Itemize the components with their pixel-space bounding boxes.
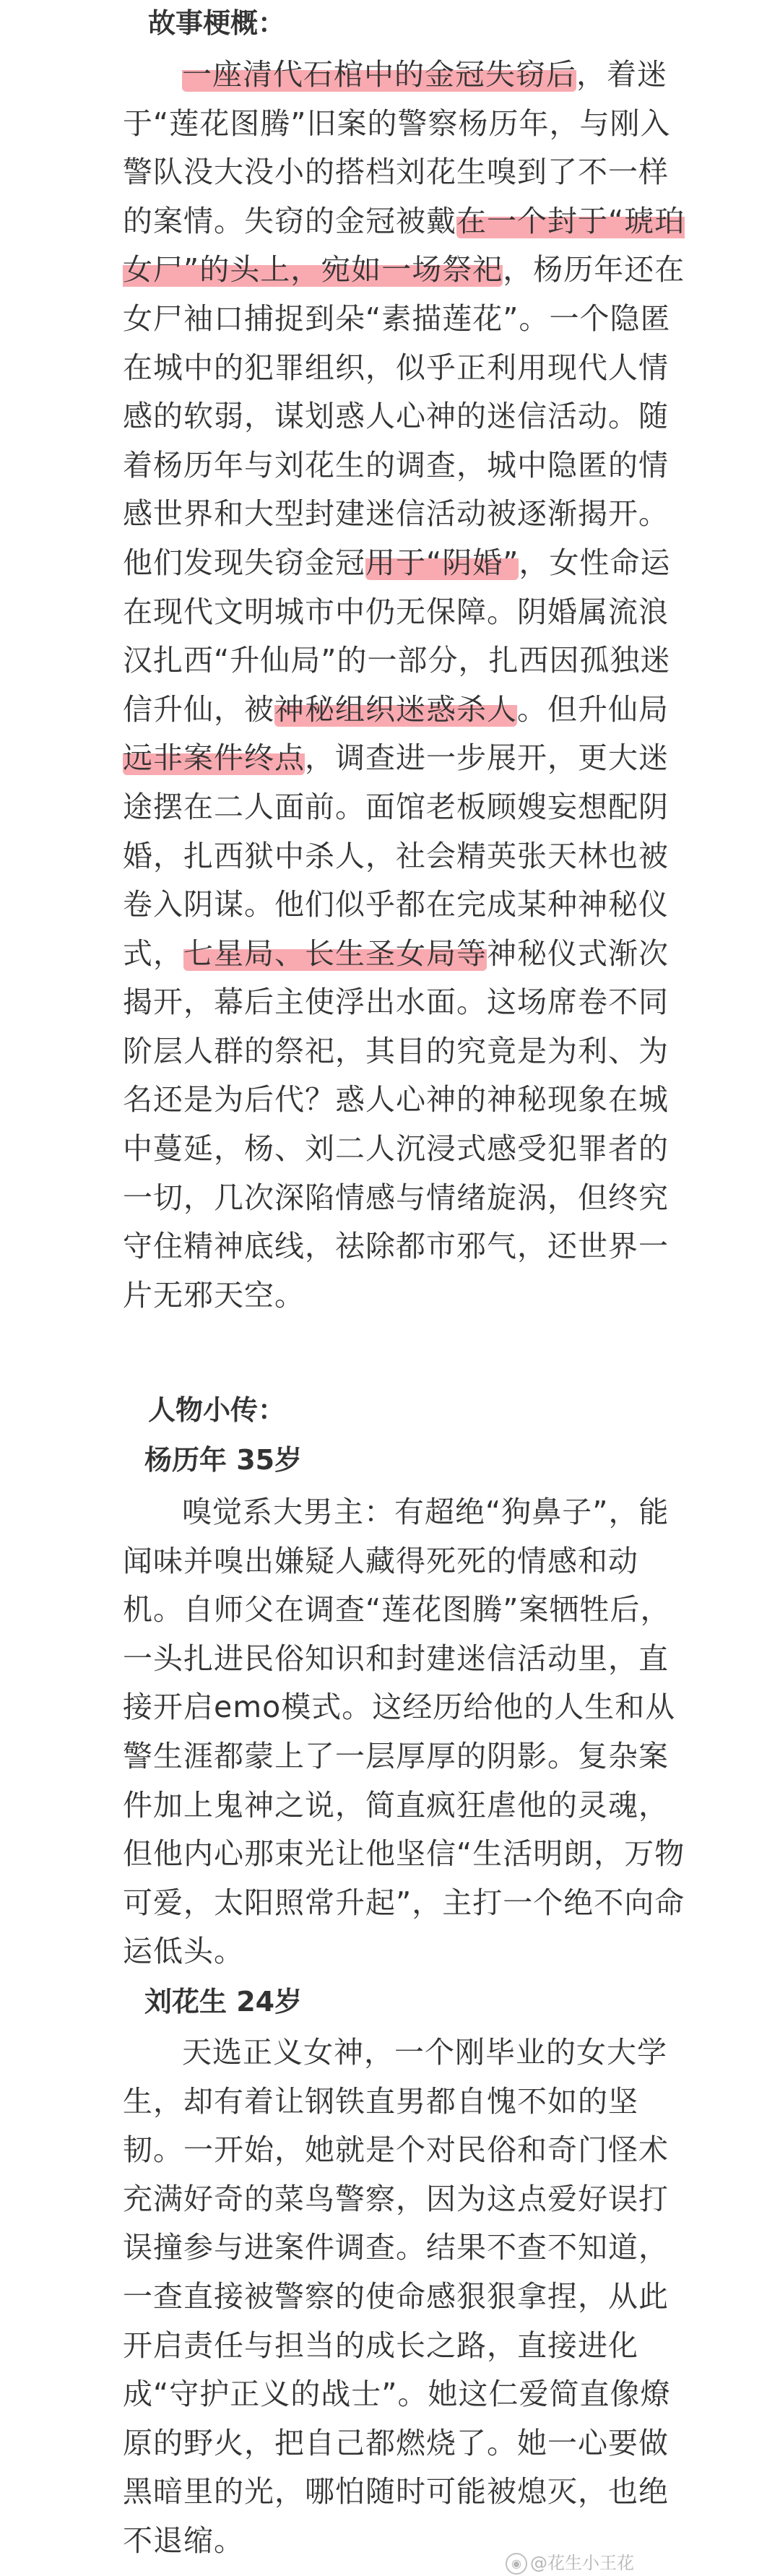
synopsis-text: ，女性命运在现代文明城市中仍无保障。阴婚属流浪汉扎西“升仙局”的一部分，扎西因孤独迷信升仙，被 (123, 545, 671, 727)
synopsis-text: 神秘仪式渐次揭开，幕后主使浮出水面。这场席卷不同阶层人群的祭祀，其目的究竟是为利、为名还是为后代？惑人心神的神秘现象在城中蔓延，杨、刘二人沉浸式感受犯罪者的一切，几次深陷情感与情绪旋涡，但终究守住精神底线，祛除都市邪气，还世界一片无邪天空。 (123, 935, 669, 1313)
synopsis-text: ，着迷于“莲花图腾”旧案的警察杨历年，与刚入警队没大没小的搭档刘花生嗅到了不一样的案情。失窃的金冠被戴 (123, 57, 671, 238)
watermark-text: @花生小王花 (530, 2553, 634, 2573)
synopsis-text: ，调查进一步展开，更大迷途摆在二人面前。面馆老板顾嫂妄想配阴婚，扎西狱中杀人，社会精英张天林也被卷入阴谋。他们似乎都在完成某种神秘仪式， (123, 740, 669, 971)
highlighted-phrase: 在一个封于“琥珀女尸”的头上，宛如一场祭祀 (123, 203, 685, 288)
liu-name-heading: 刘花生 24岁 (144, 1986, 303, 2018)
highlighted-phrase: 神秘组织迷惑杀人 (274, 691, 517, 727)
synopsis-text: ，杨历年还在女尸袖口捕捉到朵“素描莲花”。一个隐匿在城中的犯罪组织，似乎正利用现代人情感的软弱，谋划惑人心神的迷信活动。随着杨历年与刘花生的调查，城中隐匿的情感世界和大型封建迷信活动被逐渐揭开。他们发现失窃金冠 (123, 252, 685, 580)
highlighted-phrase: 一座清代石棺中的金冠失窃后 (182, 57, 576, 92)
weibo-icon: ◉ (506, 2553, 527, 2575)
watermark (506, 2549, 634, 2575)
liu-bio-paragraph: 天选正义女神，一个刚毕业的女大学生，却有着让钢铁直男都自愧不如的坚韧。一开始，她就是个对民俗和奇门怪术充满好奇的菜鸟警察，因为这点爱好误打误撞参与进案件调查。结果不查不知道，一查直接被警察的使命感狠狠拿捏，从此开启责任与担当的成长之路，直接进化成“守护正义的战士”。她这仁爱简直像燎原的野火，把自己都燃烧了。她一心要做黑暗里的光，哪怕随时可能被熄灭，也绝不退缩。 (123, 2035, 671, 2558)
highlighted-phrase: 远非案件终点 (123, 740, 305, 776)
yang-name-heading: 杨历年 35岁 (144, 1444, 303, 1476)
synopsis-paragraph (123, 51, 686, 1320)
synopsis-text: 。但升仙局 (517, 691, 669, 727)
characters-heading: 人物小传： (148, 1394, 286, 1426)
synopsis-heading: 故事梗概： (148, 7, 286, 39)
highlighted-phrase: 七星局、长生圣女局等 (183, 935, 487, 971)
highlighted-phrase: 用于“阴婚” (365, 545, 519, 580)
yang-bio-paragraph: 嗅觉系大男主：有超绝“狗鼻子”，能闻味并嗅出嫌疑人藏得死死的情感和动机。自师父在调查“莲花图腾”案牺牲后，一头扎进民俗知识和封建迷信活动里，直接开启emo模式。这经历给他的人生和从警生涯都蒙上了一层厚厚的阴影。复杂案件加上鬼神之说，简直疯狂虐他的灵魂，但他内心那束光让他坚信“生活明朗，万物可爱，太阳照常升起”，主打一个绝不向命运低头。 (123, 1495, 685, 1969)
